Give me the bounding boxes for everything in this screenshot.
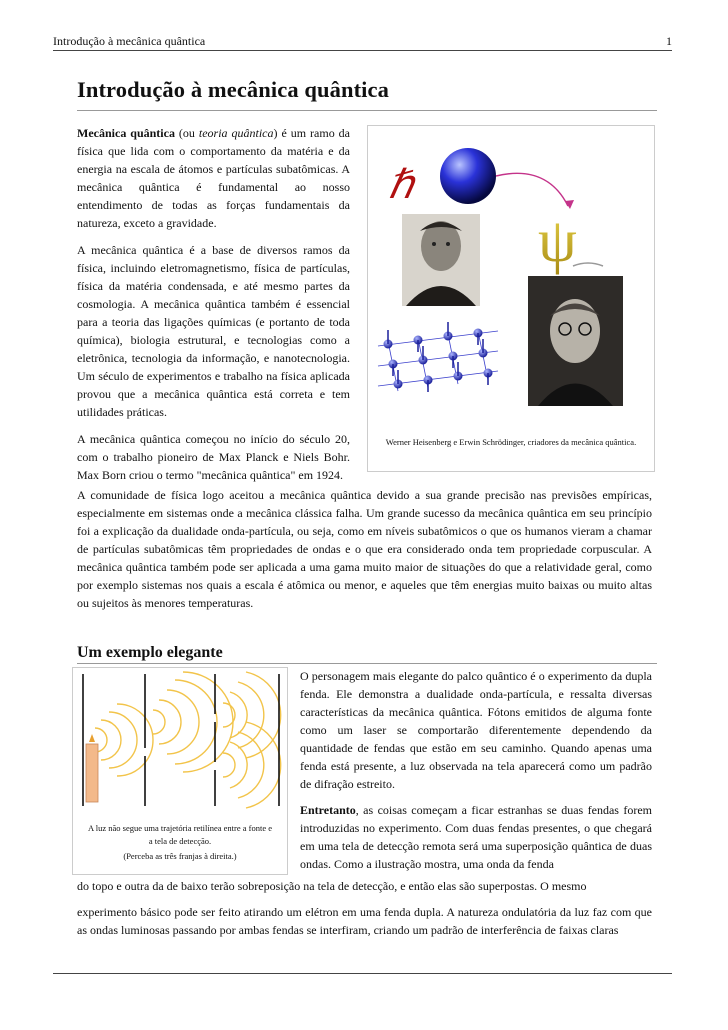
term-teoria-quantica: teoria quântica — [198, 126, 274, 140]
hbar-symbol: ℏ — [388, 162, 414, 207]
sphere-icon — [440, 148, 496, 204]
figure2-caption-line2: (Perceba as três franjas à direita.) — [123, 851, 237, 861]
wave-fronts — [95, 672, 281, 808]
title-rule — [77, 110, 657, 111]
flame-icon — [89, 734, 95, 742]
figure1-caption: Werner Heisenberg e Erwin Schrödinger, criadores da mecânica quântica. — [385, 437, 637, 447]
section2-column — [300, 667, 652, 873]
schrodinger-portrait — [528, 276, 623, 406]
section2-paragraph-1: O personagem mais elegante do palco quântico é o experimento da dupla fenda. Ele demonstra a dualidade onda-partícula, e ressalta diversas características da mecânica quântica. Fótons emitidos de alguma fonte como um laser se comportarão diferentemente dependendo da quantidade de fendas que estão em seu caminho. Quando apenas uma fenda está presente, a luz observada na tela aparecerá como um padrão de difração estreito. — [300, 669, 652, 791]
section-rule — [77, 663, 657, 664]
figure-quantum-collage — [367, 125, 655, 472]
running-title: Introdução à mecânica quântica — [53, 34, 206, 48]
term-mecanica-quantica: Mecânica quântica — [77, 126, 175, 140]
figure2-caption-line1: A luz não segue uma trajetória retilínea entre a fonte e a tela de detecção. — [87, 823, 273, 846]
intro-paragraph-2: A mecânica quântica é a base de diversos ramos da física, incluindo eletromagnetismo, física de partículas, física da matéria condensada, e até mesmo partes da cosmologia. A mecânica quântica também é essencial para a teoria das ligações químicas (e portanto de toda química), biologia estrutural, e tecnologias como a eletrônica, tecnologia da informação, e nanotecnologia. Um século de experimentos e trabalho na física aplicada provou que a mecânica quântica está correta e tem utilidades práticas. — [77, 243, 350, 419]
section2-paragraph-2-rest: , as coisas começam a ficar estranhas se duas fendas forem introduzidas no experimento. Com duas fendas presentes, o que chegará em uma tela de detecção remota será uma superposição quântica de duas ondas. Como a ilustração mostra, uma onda da fenda — [300, 803, 652, 871]
intro-column — [77, 124, 350, 484]
section-title-exemplo: Um exemplo elegante — [77, 644, 223, 661]
page-title: Introdução à mecânica quântica — [77, 77, 389, 102]
running-header — [53, 34, 672, 49]
psi-symbol: ψ — [538, 207, 577, 275]
section2-paragraph-3: experimento básico pode ser feito atirando um elétron em uma fenda dupla. A natureza ondulatória da luz faz com que as ondas luminosas passando por ambas fendas se interfiram, criando um padrão de interferência de faixas claras — [77, 905, 652, 937]
figure2-caption — [73, 822, 287, 863]
intro-paragraph-4: A comunidade de física logo aceitou a mecânica quântica devido a sua grande precisão nas previsões empíricas, especialmente em sistemas onde a mecânica clássica falha. Um grande sucesso da mecânica quântica em seu princípio foi a explicação da dualidade onda-partícula, ou seja, como em níveis subatômicos o que os humanos vieram a chamar de partículas subatômicas têm propriedades de ondas e o que era considerado onda tem propriedade corpuscular. A mecânica quântica também pode ser aplicada a uma gama muito maior de situações do que a relatividade geral, como por exemplo sistemas nos quais a escala é atômica ou menor, e aqueles que têm energias muito baixas ou muito altas ou sujeitos às menores temperaturas. — [77, 488, 652, 610]
paren-open: (ou — [174, 126, 199, 140]
footer-rule — [53, 973, 672, 974]
arrow-line — [496, 173, 568, 206]
intro-paragraph-1 — [77, 124, 350, 232]
header-rule — [53, 50, 672, 51]
section2-paragraph-2 — [300, 801, 652, 873]
spin-lattice-illustration — [378, 322, 498, 392]
psi-shadow — [573, 263, 603, 266]
section2-paragraph-2-continued: do topo e outra da de baixo terão sobreposição na tela de detecção, e então elas são superpostas. O mesmo — [77, 879, 587, 893]
double-slit-illustration — [73, 668, 287, 818]
intro-paragraph-3: A mecânica quântica começou no início do século 20, com o trabalho pioneiro de Max Planck e Niels Bohr. Max Born criou o termo "mecânica quântica" em 1924. — [77, 432, 350, 482]
intro-paragraph-1-rest: ) é um ramo da física que lida com o comportamento da matéria e da energia na escala de átomos e partículas subatômicas. A mecânica quântica é fundamental ao nosso entendimento de todas as forças fundamentais da natureza, exceto a gravidade. — [77, 126, 350, 230]
light-source — [86, 744, 98, 802]
figure-double-slit — [72, 667, 288, 875]
term-entretanto: Entretanto — [300, 803, 356, 817]
heisenberg-portrait — [402, 214, 480, 306]
page-number: 1 — [666, 34, 672, 48]
collage-image — [368, 126, 654, 436]
